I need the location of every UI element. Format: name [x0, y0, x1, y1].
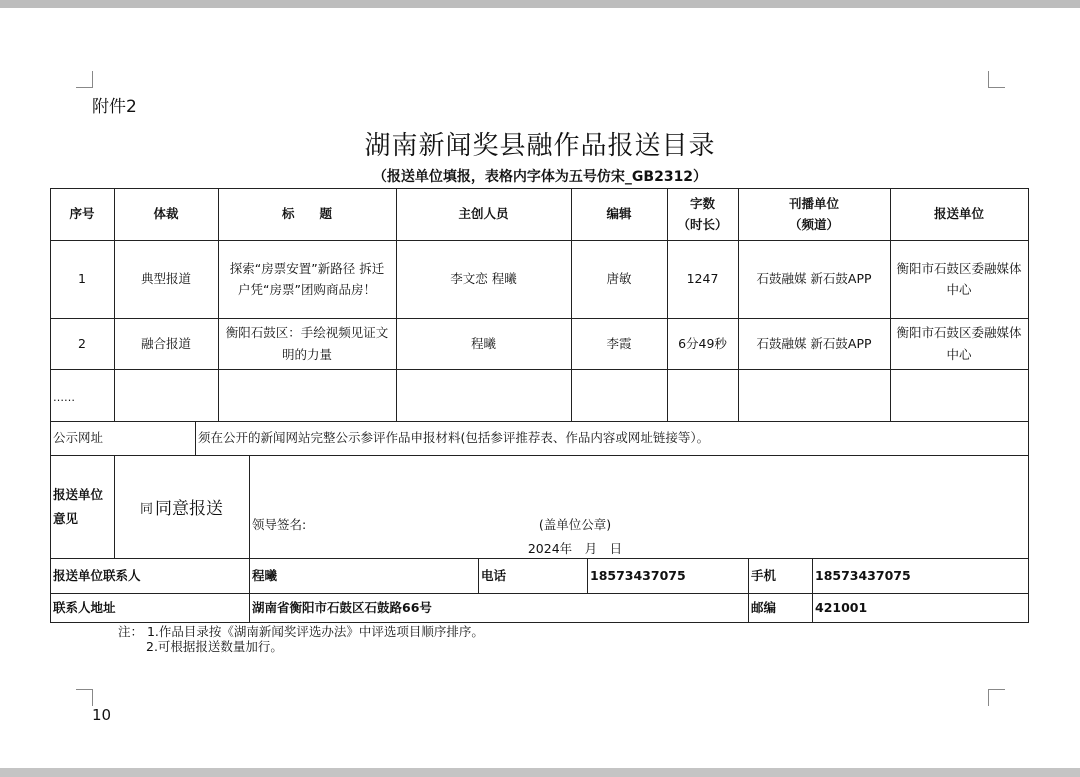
header-title: 标 题	[281, 206, 332, 222]
row1-title: 探索“房票安置”新路径 拆迁户凭“房票”团购商品房！	[229, 260, 385, 297]
mobile-label: 手机	[751, 567, 777, 583]
document-page	[0, 8, 1080, 768]
contact-person-label: 报送单位联系人	[53, 567, 141, 583]
page-subtitle: （报送单位填报，表格内字体为五号仿宋_GB2312）	[372, 169, 708, 185]
row2-genre: 融合报道	[140, 335, 191, 351]
bottom-background-strip	[0, 768, 1080, 777]
header-word-count	[667, 188, 738, 240]
row2-creators: 程曦	[470, 335, 496, 351]
header-creators: 主创人员	[458, 206, 509, 222]
row1-editor: 唐敏	[606, 271, 632, 287]
opinion-value: 同意报送	[155, 499, 223, 519]
attachment-label: 附件2	[92, 97, 137, 117]
header-word-count-line2: （时长）	[677, 217, 728, 232]
submission-table	[50, 188, 1029, 623]
row2-seq: 2	[78, 335, 86, 351]
row1-seq: 1	[78, 271, 86, 287]
row2-publisher: 石鼓融媒 新石鼓APP	[756, 335, 872, 351]
header-word-count-line1: 字数	[689, 195, 715, 211]
note-line-2: 2.可根据报送数量加行。	[146, 639, 283, 654]
row2-title: 衡阳石鼓区：手绘视频见证文明的力量	[225, 325, 389, 362]
disclosure-label: 公示网址	[53, 430, 104, 446]
row1-submitter: 衡阳市石鼓区委融媒体中心	[896, 260, 1022, 297]
contact-person-value: 程曦	[252, 567, 278, 583]
row2-length: 6分49秒	[678, 335, 727, 351]
header-publisher-line1: 刊播单位	[788, 195, 839, 211]
address-value: 湖南省衡阳市石鼓区石鼓路66号	[252, 599, 432, 615]
note-line-1: 注： 1.作品目录按《湖南新闻奖评选办法》中评选项目顺序排序。	[118, 624, 484, 639]
postcode-value: 421001	[815, 599, 868, 615]
header-submitter: 报送单位	[933, 206, 984, 222]
mobile-value: 18573437075	[815, 567, 911, 583]
opinion-value-cell	[114, 455, 249, 558]
top-background-strip	[0, 0, 1080, 8]
row2-submitter: 衡阳市石鼓区委融媒体中心	[896, 325, 1022, 362]
row1-creators: 李文恋 程曦	[450, 271, 517, 287]
row1-length: 1247	[686, 271, 719, 287]
header-publisher-line2: （频道）	[788, 217, 839, 232]
opinion-label: 报送单位意见	[53, 486, 104, 526]
postcode-label: 邮编	[751, 599, 777, 615]
header-genre: 体裁	[153, 206, 179, 222]
leader-sign-label: 领导签名:	[252, 517, 307, 533]
phone-label: 电话	[481, 567, 507, 583]
address-label: 联系人地址	[53, 599, 116, 615]
crop-mark-bottom-right	[988, 689, 1005, 706]
row1-publisher: 石鼓融媒 新石鼓APP	[756, 271, 872, 287]
header-seq: 序号	[69, 206, 95, 222]
page-title: 湖南新闻奖县融作品报送目录	[364, 131, 716, 161]
header-editor: 编辑	[606, 206, 632, 222]
seal-label: (盖单位公章)	[538, 517, 612, 533]
phone-value: 18573437075	[590, 567, 686, 583]
crop-mark-bottom-left	[76, 689, 93, 706]
crop-mark-top-left	[76, 71, 93, 88]
row1-genre: 典型报道	[140, 271, 191, 287]
crop-mark-top-right	[988, 71, 1005, 88]
date-label: 2024年 月 日	[527, 541, 623, 557]
row3-seq: ……	[53, 390, 75, 404]
disclosure-text: 须在公开的新闻网站完整公示参评作品申报材料(包括参评推荐表、作品内容或网址链接等）。	[198, 430, 710, 446]
header-publisher	[738, 188, 890, 240]
row2-editor: 李霞	[606, 335, 632, 351]
page-number: 10	[92, 706, 112, 724]
opinion-value-prefix: 同	[139, 502, 153, 517]
